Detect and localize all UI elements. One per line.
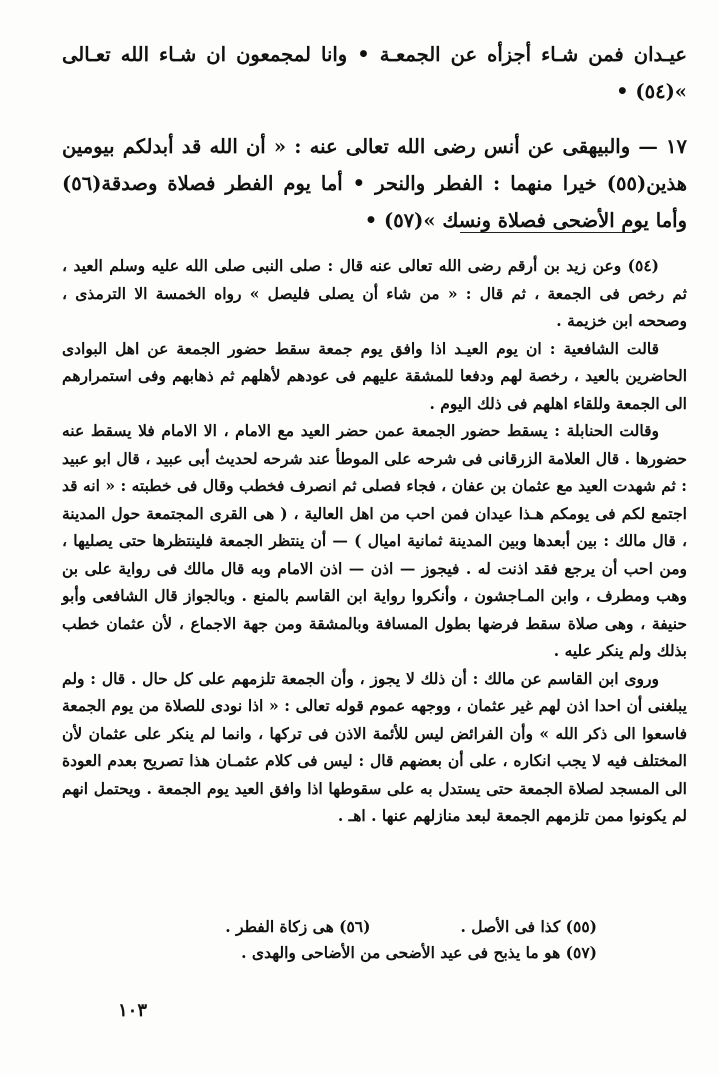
footnote-57: (٥٧) هو ما يذبح فى عيد الأضحى من الأضاحى والهدى .	[241, 943, 597, 962]
footnote-ibn-qasim: وروى ابن القاسم عن مالك : أن ذلك لا يجوز ، وأن الجمعة تلزمهم على كل حال . قال : ولم يبلغنى أن احدا اذن لهم غير عثمان ، ووجهه عموم قوله تعالى : « اذا نودى للصلاة من يوم الجمعة فاسعوا الى ذكر الله » وأن الفرائض ليس للأئمة الاذن فى تركها ، وانما لم ينكر على عثمان لأن المختلف فيه لا يجب انكاره ، على أن بعضهم قال : ليس فى كلام عثمـان هذا تصريح بعدم العودة الى المسجد لصلاة الجمعة حتى يستدل به على سقوطها اذا وافق العيد يوم الجمعة . ويحتمل انهم لم يكونوا ممن تلزمهم الجمعة لبعد منازلهم عنها . اهـ .	[62, 668, 687, 825]
short-footnotes	[62, 914, 687, 966]
footnote-54: (٥٤) وعن زيد بن أرقم رضى الله تعالى عنه قال : صلى النبى صلى الله عليه وسلم العيد ، ثم رخص فى الجمعة ، ثم قال : « من شاء أن يصلى فليصل » رواه الخمسة الا الترمذى ، وصححه ابن خزيمة .	[62, 256, 687, 330]
footnote-55: (٥٥) كذا فى الأصل .	[460, 917, 597, 936]
short-footnotes-row	[62, 914, 687, 940]
footnotes	[62, 252, 687, 830]
main-paragraph-1: عيـدان فمن شـاء أجزأه عن الجمعـة • وانا لمجمعون ان شـاء الله تعـالى »(٥٤) •	[62, 43, 687, 103]
main-paragraph-2: ١٧ — والبيهقى عن أنس رضى الله تعالى عنه : « أن الله قد أبدلكم بيومين هذين(٥٥) خيرا منهما : الفطر والنحر • أما يوم الفطر فصلاة وصدقة(٥٦) وأما يوم الأضحى فصلاة ونسك »(٥٧) •	[62, 135, 687, 232]
footnote-hanabila: وقالت الحنابلة : يسقط حضور الجمعة عمن حضر العيد مع الامام ، الا الامام فلا يسقط عنه حضورها . قال العلامة الزرقانى فى شرحه على الموطأ عند شرحه لحديث أبى عبيد ، قال ابو عبيد : ثم شهدت العيد مع عثمان بن عفان ، فجاء فصلى ثم انصرف فخطب وقال فى خطبته : « انه قد اجتمع لكم فى يومكم هـذا عيدان فمن احب من اهل العالية ، ( هى القرى المجتمعة حول المدينة ، قال مالك : بين أبعدها وبين المدينة ثمانية اميال ) — أن ينتظر الجمعة فلينتظرها حتى يصليها ، ومن احب أن يرجع فقد اذنت له . فيجوز — اذن — اذن الامام وبه قال مالك فى رواية على بن وهب ومطرف ، وابن المـاجشون ، وأنكروا رواية ابن القاسم بالمنع . وبالجواز قال الشافعى وأبو حنيفة ، وهى صلاة سقط فرضها بطول المسافة وبالمشقة ومن جهة الاجماع ، لأن عثمان خطب بذلك ولم ينكر عليه .	[62, 421, 687, 660]
page-number: ١٠٣	[118, 1000, 148, 1021]
footnote-56: (٥٦) هى زكاة الفطر .	[225, 917, 371, 936]
footnote-shafii: قالت الشافعية : ان يوم العيـد اذا وافق يوم جمعة سقط حضور الجمعة عن اهل البوادى الحاضرين بالعيد ، رخصة لهم ودفعا للمشقة عليهم فى عودهم لأهلهم ثم ذهابهم وفى استمرارهم الى الجمعة وللقاء اهلهم فى ذلك اليوم .	[62, 338, 687, 413]
main-text	[62, 36, 687, 239]
footnote-separator	[460, 232, 636, 233]
